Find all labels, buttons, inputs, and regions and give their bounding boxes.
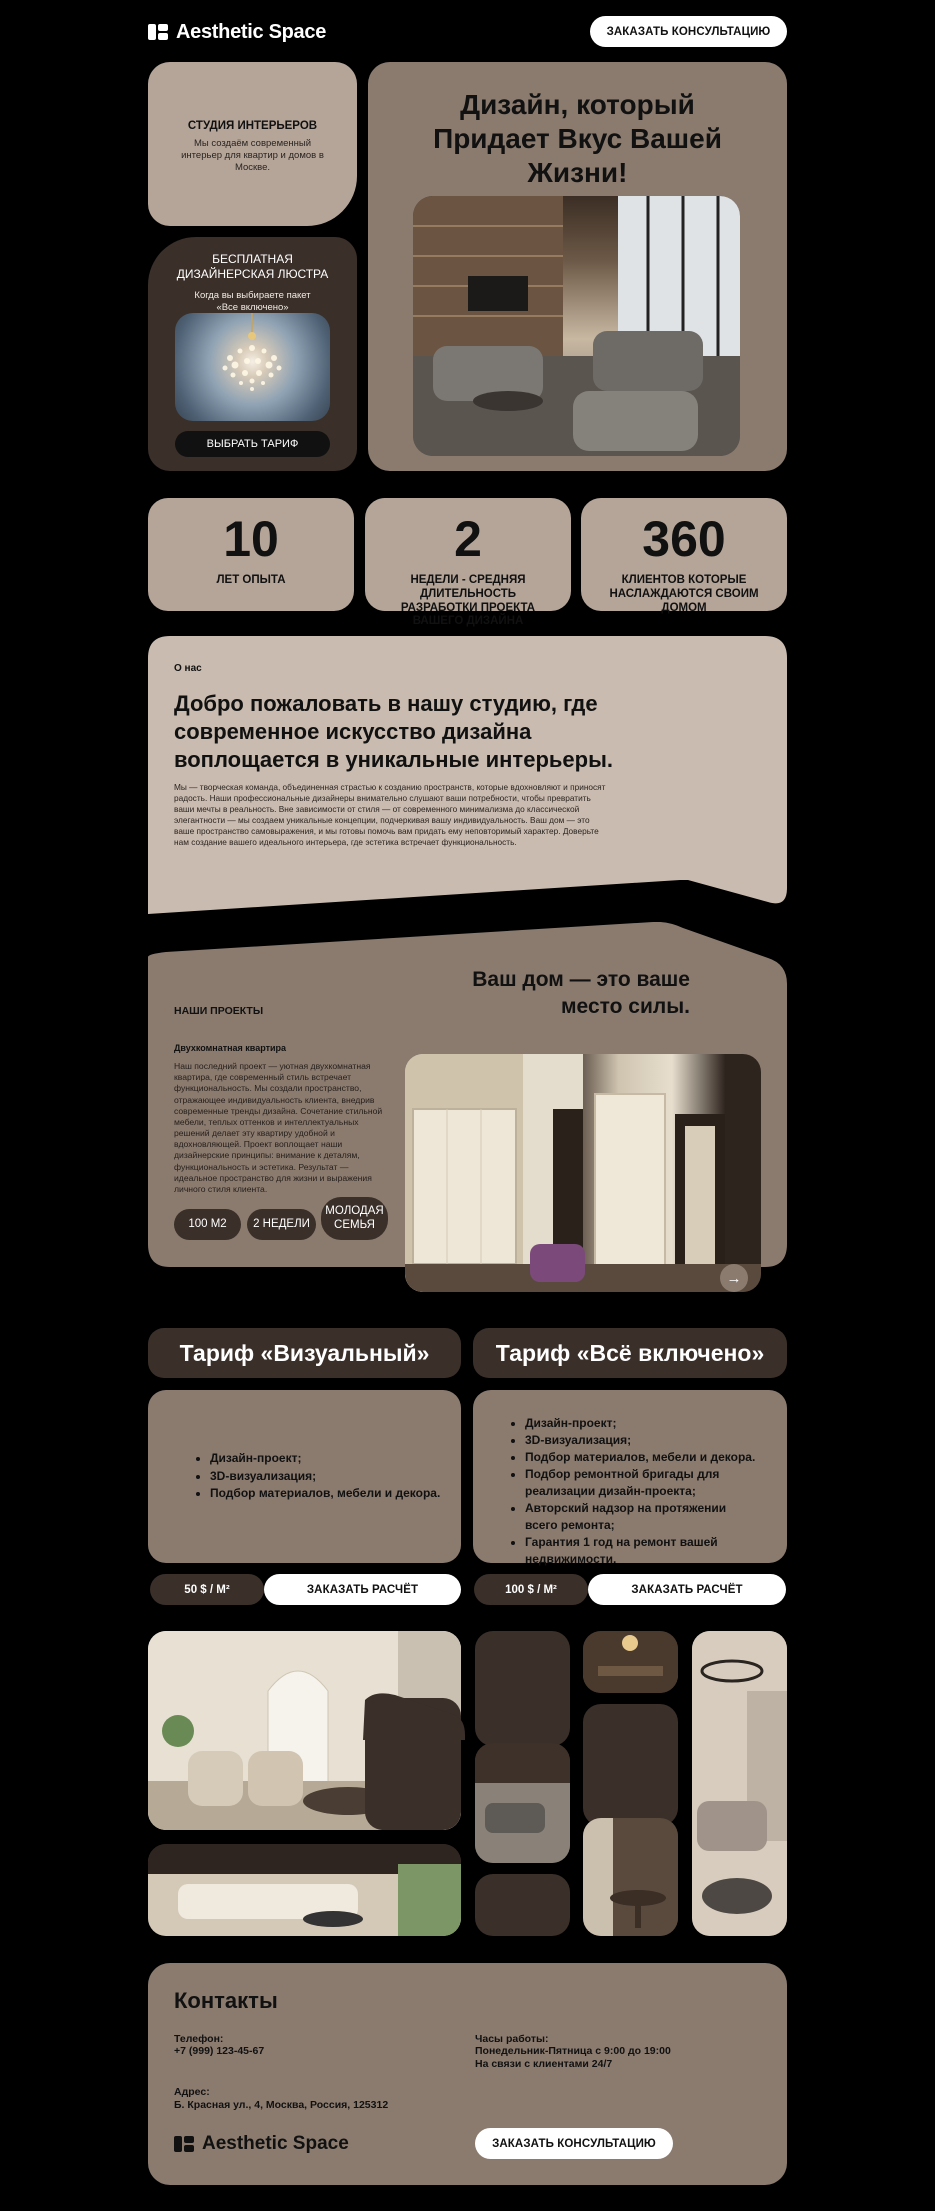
hero-card (368, 62, 787, 471)
brand-name: Aesthetic Space (202, 2133, 349, 2154)
support-value: На связи с клиентами 24/7 (475, 2058, 613, 2070)
project-chip-duration: 2 НЕДЕЛИ (247, 1209, 316, 1240)
projects-eyebrow: НАШИ ПРОЕКТЫ (174, 1005, 264, 1017)
brand-name: Aesthetic Space (176, 20, 327, 43)
header-logo[interactable] (148, 20, 326, 44)
phone-label: Телефон: (174, 2033, 224, 2045)
feature-item: • Подбор ремонтной бригады для реализации дизайн-проекта; (525, 1466, 759, 1500)
address-label: Адрес: (174, 2086, 210, 2098)
arrow-right-icon[interactable]: → (720, 1264, 748, 1292)
hero-living-room-image (413, 196, 740, 456)
tariff-visual-order-button[interactable]: ЗАКАЗАТЬ РАСЧЁТ (264, 1574, 461, 1605)
stat-experience (148, 498, 354, 611)
stat-value: 10 (223, 511, 279, 567)
contacts-title: Контакты (174, 1988, 278, 2013)
gallery-dark-tile (583, 1704, 678, 1826)
stat-label: ЛЕТ ОПЫТА (216, 574, 286, 586)
tariff-visual-title: Тариф «Визуальный» (148, 1328, 461, 1378)
stat-value: 2 (454, 511, 482, 567)
feature-item: • Авторский надзор на протяжении всего ремонта; (525, 1500, 759, 1534)
footer-logo[interactable] (174, 2132, 349, 2156)
about-eyebrow: О нас (174, 663, 202, 674)
logo-icon (174, 2136, 194, 2152)
studio-text: Мы создаём современный интерьер для квартир и домов в Москве. (181, 138, 324, 173)
consultation-button[interactable]: ЗАКАЗАТЬ КОНСУЛЬТАЦИЮ (590, 16, 787, 47)
promo-text: Когда вы выбираете пакет «Все включено» (194, 290, 311, 313)
phone-value[interactable]: +7 (999) 123-45-67 (174, 2045, 265, 2057)
gallery-image-sofa (148, 1844, 461, 1936)
stat-label: НЕДЕЛИ - СРЕДНЯЯ ДЛИТЕЛЬНОСТЬ РАЗРАБОТКИ ПРОЕКТА ВАШЕГО ДИЗАЙНА (400, 574, 536, 628)
gallery-dark-tile (475, 1631, 570, 1746)
project-title: Двухкомнатная квартира (174, 1043, 287, 1053)
studio-card (148, 62, 357, 226)
tariff-visual-price: 50 $ / М² (150, 1574, 264, 1605)
hours-value: Понедельник-Пятница с 9:00 до 19:00 (475, 2045, 671, 2057)
tariff-visual-features (148, 1390, 461, 1563)
hours-label: Часы работы: (475, 2033, 549, 2045)
footer-consultation-button[interactable]: ЗАКАЗАТЬ КОНСУЛЬТАЦИЮ (475, 2128, 673, 2159)
about-card-shape (148, 636, 787, 914)
feature-item: • 3D-визуализация; (210, 1468, 440, 1485)
promo-card (148, 237, 357, 471)
project-text: Наш последний проект — уютная двухкомнатная квартира, где современный стиль встречает функциональность. Мы создали пространство, отражающее индивидуальность клиента, внедрив современные тренды дизайна. Сочетание стильной мебели, теплых оттенков и интеллектуальных решений делает эту квартиру удобной и вдохновляющей. Проект воплощает наши дизайнерские принципы: внимание к деталям, функциональность и эстетика. Результат — идеальное пространство для жизни и выражения личного стиля клиента. (174, 1061, 383, 1194)
about-heading: Добро пожаловать в нашу студию, где современное искусство дизайна воплощается в уникальные интерьеры. (174, 691, 613, 772)
feature-item: • Гарантия 1 год на ремонт вашей недвижимости. (525, 1534, 759, 1568)
address-value: Б. Красная ул., 4, Москва, Россия, 125312 (174, 2099, 389, 2111)
feature-item: • 3D-визуализация; (525, 1432, 759, 1449)
gallery-connector-shape (355, 1690, 465, 1740)
gallery-image-lounge (475, 1743, 570, 1863)
hero-headline: Дизайн, который Придает Вкус Вашей Жизни! (433, 89, 722, 189)
feature-item: • Дизайн-проект; (525, 1415, 759, 1432)
gallery-image-bedroom (692, 1631, 787, 1936)
gallery-image-dining (583, 1631, 678, 1693)
tariff-all-inclusive-price: 100 $ / М² (474, 1574, 588, 1605)
stat-weeks (365, 498, 571, 628)
feature-item: • Подбор материалов, мебели и декора. (210, 1485, 440, 1502)
stat-label: КЛИЕНТОВ КОТОРЫЕ НАСЛАЖДАЮТСЯ СВОИМ ДОМОМ (609, 574, 759, 614)
stat-value: 360 (642, 511, 726, 567)
project-chip-client: МОЛОДАЯ СЕМЬЯ (321, 1197, 388, 1240)
tariff-all-inclusive-title: Тариф «Всё включено» (473, 1328, 787, 1378)
chandelier-image (175, 313, 330, 421)
feature-item: • Дизайн-проект; (210, 1450, 440, 1467)
choose-tariff-button[interactable]: ВЫБРАТЬ ТАРИФ (175, 431, 330, 457)
logo-icon (148, 24, 168, 40)
studio-title: СТУДИЯ ИНТЕРЬЕРОВ (187, 120, 318, 132)
stat-clients (581, 498, 787, 614)
promo-title: БЕСПЛАТНАЯ ДИЗАЙНЕРСКАЯ ЛЮСТРА (176, 252, 329, 281)
projects-headline: Ваш дом — это ваше место силы. (472, 968, 690, 1019)
tariff-all-inclusive-features (473, 1390, 787, 1567)
feature-item: • Подбор материалов, мебели и декора. (525, 1449, 759, 1466)
project-chip-area: 100 М2 (174, 1209, 241, 1240)
gallery-dark-tile (475, 1874, 570, 1936)
about-body: Мы — творческая команда, объединенная страстью к созданию пространств, которые вдохновляют и приносят радость. Наши профессиональные дизайнеры внимательно слушают ваши потребности, чтобы превратить ваши мечты в реальность. Вне зависимости от стиля — от современного минимализма до классической элегантности — мы создаем уникальные концепции, подчеркивая вашу индивидуальность. Ваш дом — это ваше пространство самовыражения, и мы готовы помочь вам придать ему неповторимый характер. Доверьте нам создание вашего идеального интерьера, где эстетика встречает функциональность. (174, 782, 606, 847)
project-hallway-image (405, 1054, 761, 1292)
gallery-image-table (583, 1818, 678, 1936)
tariff-all-inclusive-order-button[interactable]: ЗАКАЗАТЬ РАСЧЁТ (588, 1574, 786, 1605)
